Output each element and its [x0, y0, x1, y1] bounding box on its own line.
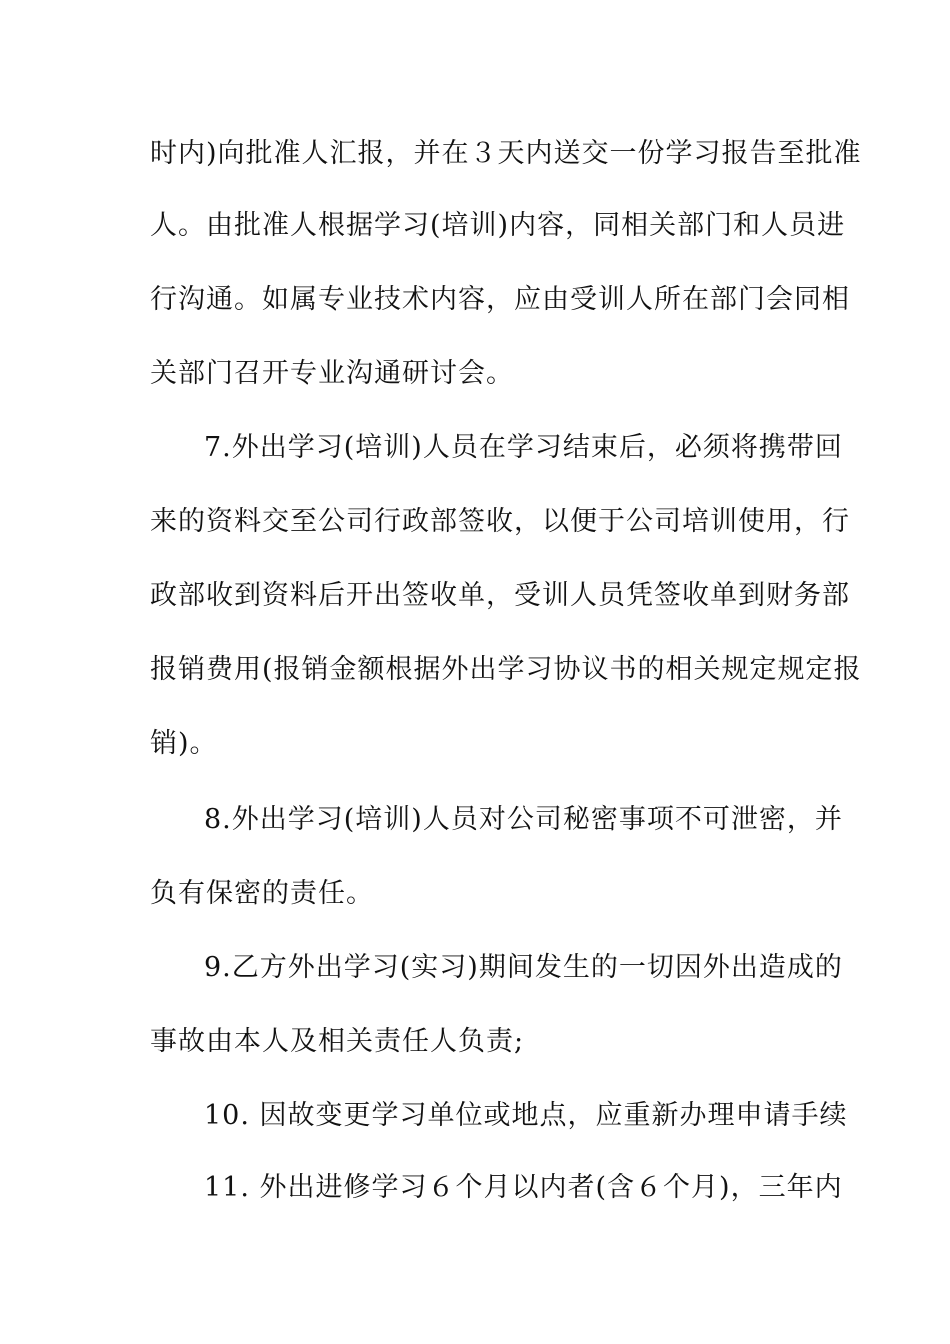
text-line-item-7: 7.外出学习(培训)人员在学习结束后，必须将携带回 [204, 432, 843, 463]
text-line-13: 事故由本人及相关责任人负责; [150, 1026, 525, 1057]
text-line-1: 时内)向批准人汇报，并在３天内送交一份学习报告至批准 [150, 138, 862, 169]
text-line-9: 销)。 [150, 728, 218, 759]
text-line-6: 来的资料交至公司行政部签收，以便于公司培训使用，行 [150, 506, 850, 537]
text-line-item-8: 8.外出学习(培训)人员对公司秘密事项不可泄密，并 [204, 804, 843, 835]
text-line-item-10: 10. 因故变更学习单位或地点，应重新办理申请手续 [204, 1100, 848, 1131]
text-line-3: 行沟通。如属专业技术内容，应由受训人所在部门会同相 [150, 284, 850, 315]
text-line-item-9: 9.乙方外出学习(实习)期间发生的一切因外出造成的 [204, 952, 843, 983]
text-line-4: 关部门召开专业沟通研讨会。 [150, 358, 514, 389]
text-line-8: 报销费用(报销金额根据外出学习协议书的相关规定规定报 [150, 654, 862, 685]
text-line-11: 负有保密的责任。 [150, 878, 374, 909]
text-line-7: 政部收到资料后开出签收单，受训人员凭签收单到财务部 [150, 580, 850, 611]
text-line-item-11: 11. 外出进修学习６个月以内者(含６个月)，三年内 [204, 1172, 843, 1203]
text-line-2: 人。由批准人根据学习(培训)内容，同相关部门和人员进 [150, 210, 846, 241]
